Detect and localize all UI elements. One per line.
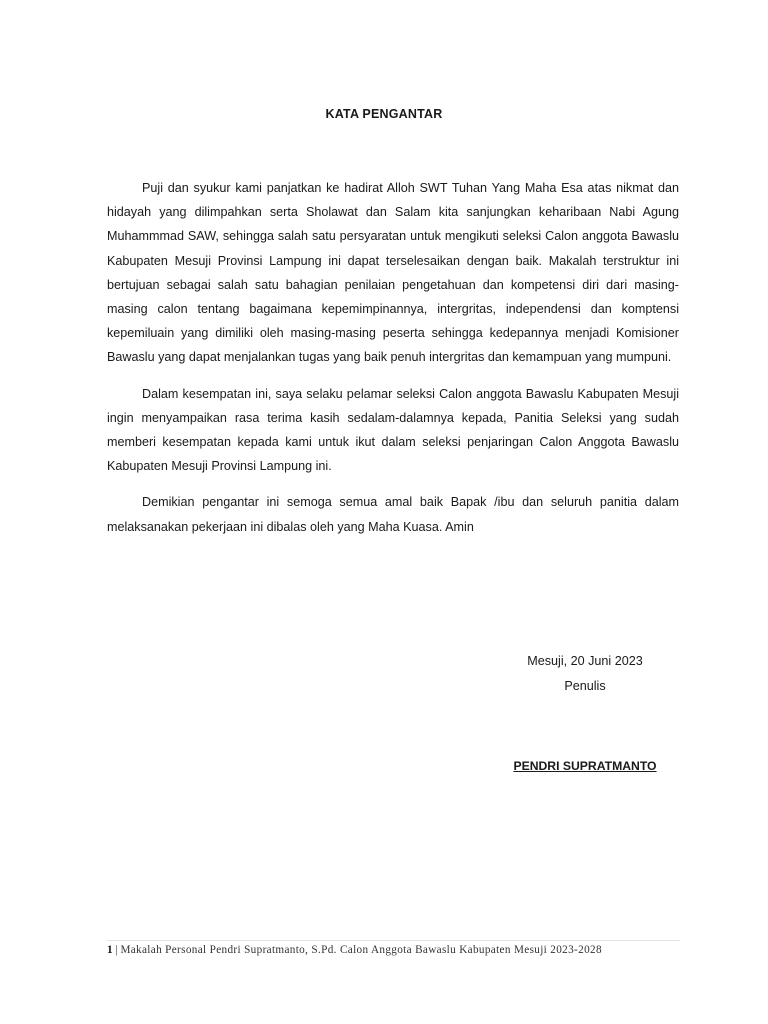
footer-separator: |: [115, 944, 118, 956]
closing-role: Penulis: [564, 679, 606, 693]
page-footer: [107, 944, 682, 957]
footer-divider: [107, 940, 680, 941]
signature-name: PENDRI SUPRATMANTO: [513, 759, 657, 773]
body-text: [107, 176, 679, 551]
page-number: 1: [107, 944, 113, 956]
paragraph-2: Dalam kesempatan ini, saya selaku pelamar seleksi Calon anggota Bawaslu Kabupaten Mesuji ingin menyampaikan rasa terima kasih sedalam-dalamnya kepada, Panitia Seleksi yang sudah memberi kesempatan kepada kami untuk ikut dalam seleksi penjaringan Calon Anggota Bawaslu Kabupaten Mesuji Provinsi Lampung ini.: [107, 386, 679, 474]
footer-text: Makalah Personal Pendri Supratmanto, S.Pd. Calon Anggota Bawaslu Kabupaten Mesuji 2023-2028: [120, 944, 602, 956]
paragraph-1: Puji dan syukur kami panjatkan ke hadirat Alloh SWT Tuhan Yang Maha Esa atas nikmat dan hidayah yang dilimpahkan serta Sholawat dan Salam kita sanjungkan keharibaan Nabi Agung Muhammmad SAW, sehingga salah satu persyaratan untuk mengikuti seleksi Calon anggota Bawaslu Kabupaten Mesuji Provinsi Lampung ini dapat terselesaikan dengan baik. Makalah terstruktur ini bertujuan sebagai salah satu bahagian penilaian pengetahuan dan kompetensi diri dari masing-masing calon tentang bagaimana kepemimpinannya, intergritas, independensi dan komptensi kepemiluain yang dimiliki oleh masing-masing peserta sehingga kedepannya menjadi Komisioner Bawaslu yang dapat menjalankan tugas yang baik penuh intergritas dan kemampuan yang mumpuni.: [107, 181, 679, 365]
page-title: KATA PENGANTAR: [325, 107, 443, 121]
paragraph-3: Demikian pengantar ini semoga semua amal baik Bapak /ibu dan seluruh panitia dalam melaksanakan pekerjaan ini dibalas oleh yang Maha Kuasa. Amin: [107, 495, 679, 534]
closing-place-date: Mesuji, 20 Juni 2023: [527, 654, 643, 668]
